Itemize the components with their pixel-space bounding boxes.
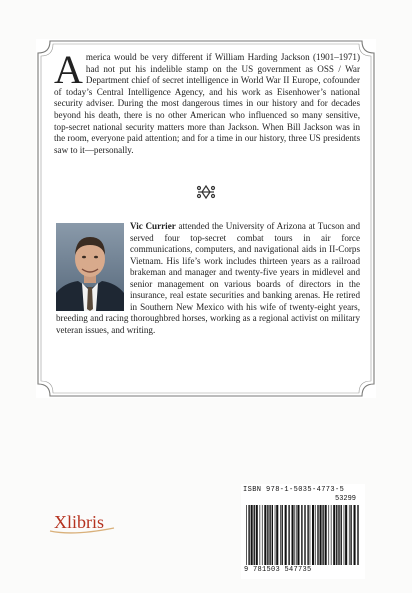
barcode-bar	[338, 505, 339, 565]
barcode-bar	[276, 505, 278, 565]
barcode-bar	[275, 505, 276, 565]
barcode-bar	[301, 505, 302, 565]
description-text: merica would be very different if William Harding Jackson (1901–1971) had not put his indelible stamp on the US government as OSS / War Department chief of secret intelligence in World War II Europe, cofounder of today’s Central Intelligence Agency, and his work as Eisenhower’s national security adviser. During the most dangerous times in our history and for decades beyond his death, there is no other American who influenced so many sensitive, top-secret national security matters more than Jackson. When Bill Jackson was in the room, everyone paid attention; and for a time in our history, three US presidents saw to it—personally.	[54, 52, 360, 155]
barcode-bar	[248, 505, 249, 565]
barcode-bar	[282, 505, 283, 565]
barcode-bar	[272, 505, 273, 565]
barcode-bar	[322, 505, 323, 565]
author-bio	[56, 221, 360, 336]
barcode-bar	[296, 505, 297, 565]
barcode-bar	[297, 505, 299, 565]
barcode-bar	[325, 505, 327, 565]
isbn-label: ISBN 978-1-5035-4773-5	[243, 486, 345, 494]
barcode-bar	[354, 505, 356, 565]
author-name: Vic Currier	[130, 221, 176, 231]
barcode-bar	[333, 505, 335, 565]
barcode-number: 9 781503 547735	[244, 566, 312, 574]
barcode-bar	[345, 505, 347, 565]
barcode-bars	[244, 505, 362, 565]
barcode-bar	[288, 505, 289, 565]
barcode-bar	[304, 505, 305, 565]
barcode-bar	[328, 505, 329, 565]
book-description	[54, 47, 360, 156]
barcode-bar	[344, 505, 345, 565]
photo-spacer	[56, 221, 130, 313]
svg-text:Xlibris: Xlibris	[54, 512, 105, 532]
barcode-bar	[292, 505, 294, 565]
barcode-bar	[294, 505, 295, 565]
barcode-bar	[349, 505, 350, 565]
barcode-bar	[336, 505, 337, 565]
barcode-bar	[285, 505, 287, 565]
barcode-bar	[246, 505, 247, 565]
barcode-bar	[357, 505, 358, 565]
barcode-bar	[260, 505, 261, 565]
barcode-bar	[307, 505, 308, 565]
barcode-bar	[312, 505, 314, 565]
xlibris-logo	[44, 509, 126, 537]
barcode-bar	[256, 505, 258, 565]
barcode-bar	[280, 505, 281, 565]
barcode-bar	[320, 505, 322, 565]
drop-cap: A	[54, 47, 83, 92]
barcode-bar	[350, 505, 351, 565]
ornament-icon	[196, 184, 216, 200]
barcode-bar	[341, 505, 342, 565]
barcode-bar	[315, 505, 316, 565]
barcode-bar	[269, 505, 270, 565]
barcode-bar	[317, 505, 318, 565]
barcode-bar	[262, 505, 263, 565]
barcode-bar	[310, 505, 311, 565]
barcode-bar	[254, 505, 255, 565]
bio-text: attended the University of Arizona at Tucson and served four top-secret combat tours in air force communications, computers, and navigational aids in II-Corps Vietnam. His life’s work includes thirteen years as a railroad brakeman and manager and twenty-five years in midlevel and senior management on various boards of directors in the insurance, real estate securities and banking arenas. He retired in Southern New Mexico with his wife of twenty-eight years, breeding and racing thoroughbred horses, working as a regional activist on military veteran issues, and writing.	[56, 221, 360, 335]
barcode-bar	[267, 505, 268, 565]
barcode-bar	[264, 505, 266, 565]
barcode-bar	[331, 505, 332, 565]
barcode-bar	[251, 505, 253, 565]
price-code: 53299	[335, 495, 357, 503]
